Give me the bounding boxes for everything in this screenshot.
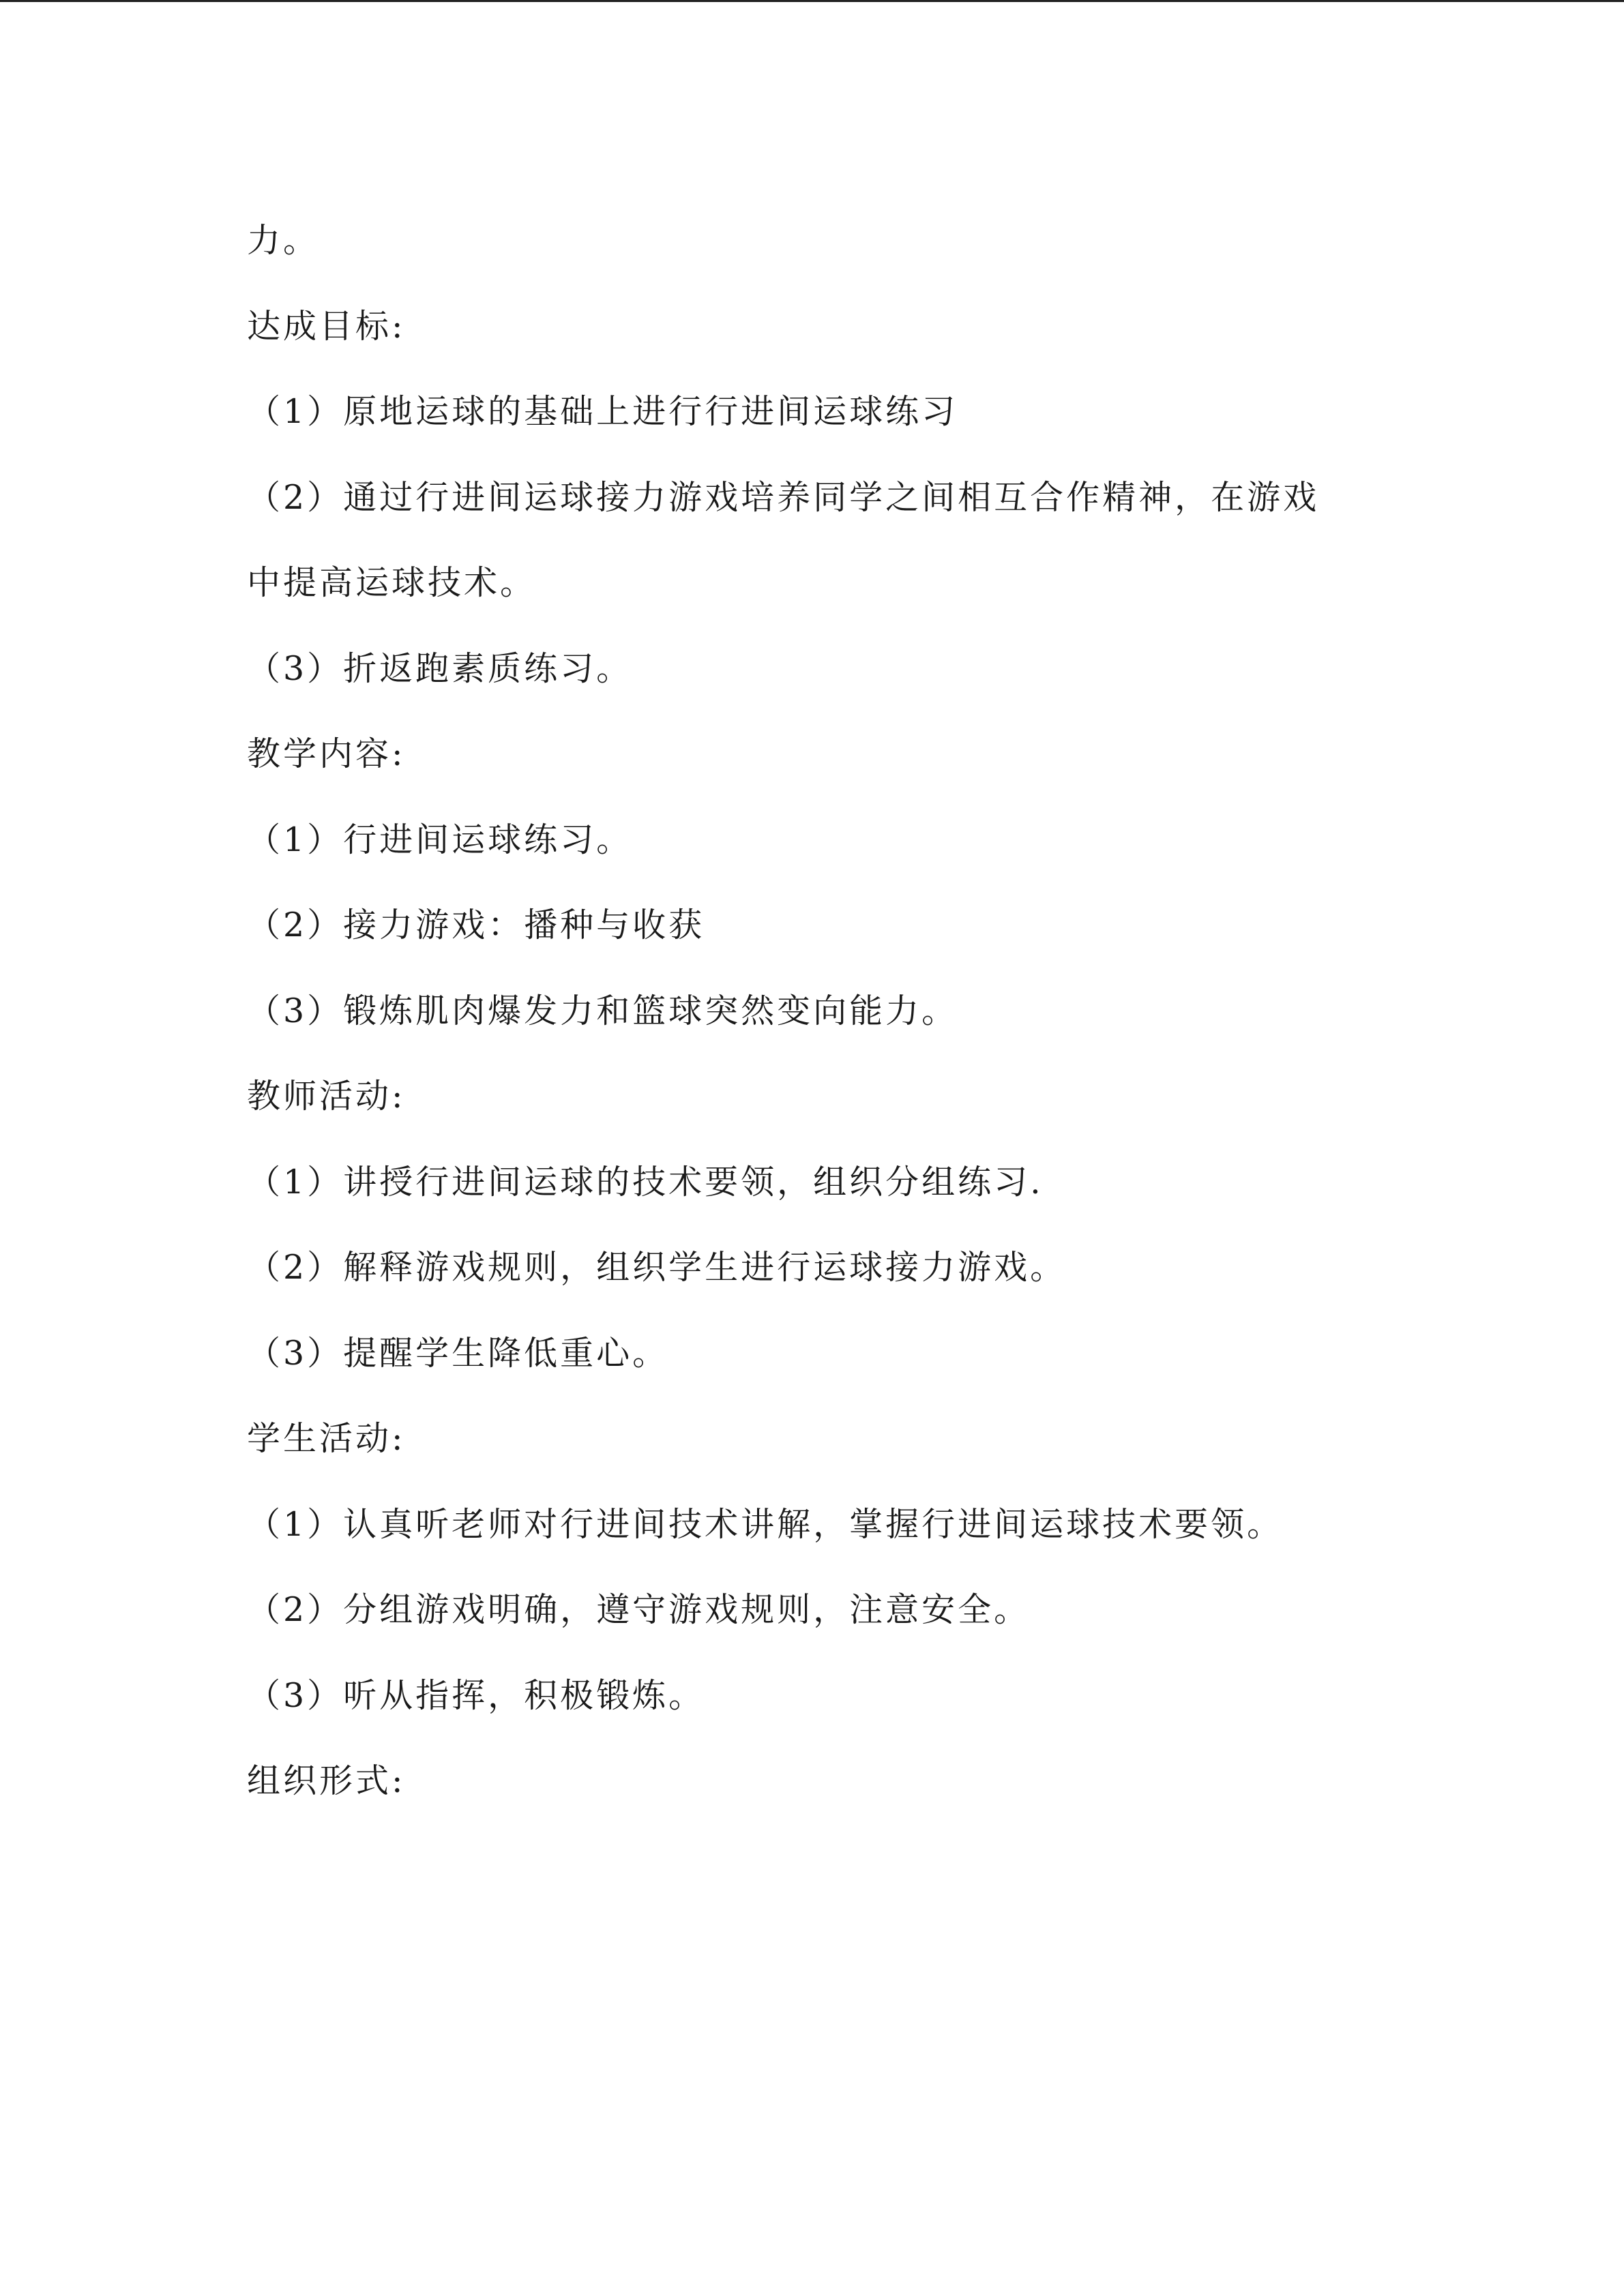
section-heading-teacher: 教师活动: xyxy=(247,1077,406,1116)
document-body xyxy=(247,207,1406,1833)
text-line: 力。 xyxy=(247,221,320,260)
text-line: （3）提醒学生降低重心。 xyxy=(247,1333,669,1373)
text-line: （3）锻炼肌肉爆发力和篮球突然变向能力。 xyxy=(247,991,958,1030)
text-line: （1）原地运球的基础上进行行进间运球练习 xyxy=(247,392,958,431)
text-line: （3）听从指挥，积极锻炼。 xyxy=(247,1675,705,1715)
text-line: （1）行进间运球练习。 xyxy=(247,820,633,859)
text-line: （1）认真听老师对行进间技术讲解，掌握行进间运球技术要领。 xyxy=(247,1504,1284,1544)
section-heading-student: 学生活动: xyxy=(247,1419,406,1458)
text-line: （3）折返跑素质练习。 xyxy=(247,648,633,688)
section-heading-organization: 组织形式: xyxy=(247,1761,406,1800)
section-heading-goals: 达成目标: xyxy=(247,306,406,346)
text-line: （2）分组游戏明确，遵守游戏规则，注意安全。 xyxy=(247,1590,1031,1629)
text-line: （2）解释游戏规则，组织学生进行运球接力游戏。 xyxy=(247,1248,1067,1287)
text-line: 中提高运球技术。 xyxy=(247,563,537,602)
section-heading-content: 教学内容: xyxy=(247,734,406,773)
text-line: （2）通过行进间运球接力游戏培养同学之间相互合作精神，在游戏 xyxy=(247,477,1320,517)
text-line: （2）接力游戏：播种与收获 xyxy=(247,906,705,944)
text-line: （1）讲授行进间运球的技术要领，组织分组练习. xyxy=(247,1162,1044,1202)
